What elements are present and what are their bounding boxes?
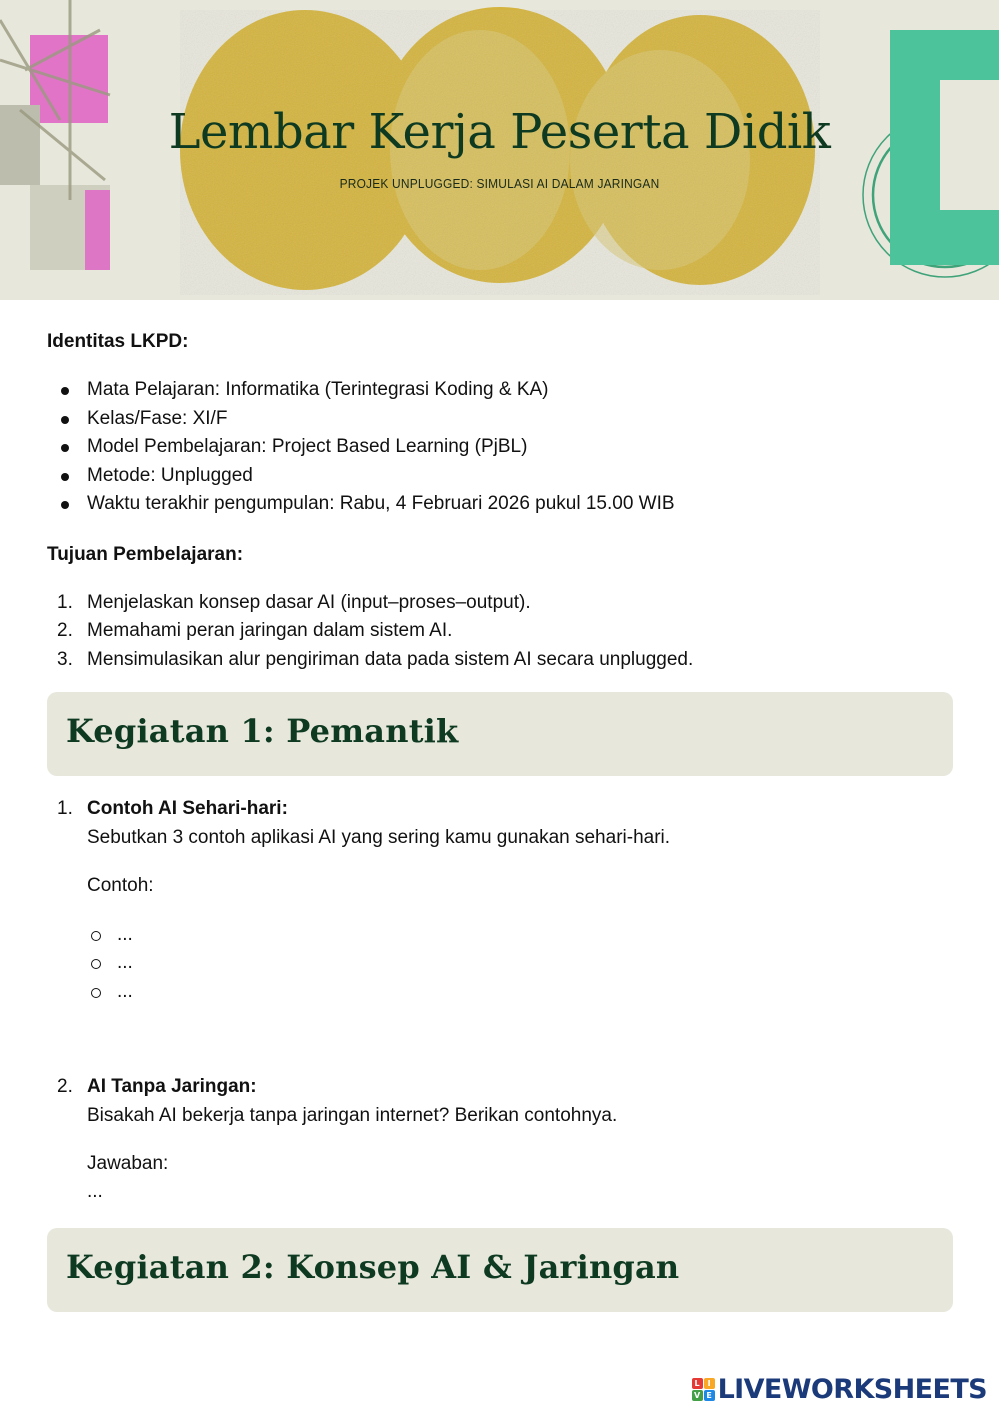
logo-letter-i: I — [704, 1378, 715, 1389]
list-item — [47, 646, 953, 675]
answer-blank[interactable]: ... — [117, 923, 133, 945]
identity-item: Model Pembelajaran: Project Based Learning (PjBL) — [87, 436, 528, 457]
circle-bullet-icon — [91, 988, 101, 998]
identity-item: Metode: Unplugged — [87, 464, 253, 486]
goal-item: Mensimulasikan alur pengiriman data pada sistem AI secara unplugged. — [87, 648, 694, 670]
goal-item: Memahami peran jaringan dalam sistem AI. — [87, 620, 453, 641]
list-item — [87, 921, 953, 950]
question-2 — [47, 1073, 953, 1179]
bullet-icon — [61, 387, 69, 395]
intro-content — [47, 330, 953, 674]
bullet-icon — [61, 416, 69, 424]
identity-item: Kelas/Fase: XI/F — [87, 407, 228, 429]
header-banner — [0, 0, 999, 300]
logo-mark — [692, 1378, 715, 1401]
section-title: Kegiatan 1: Pemantik — [66, 712, 459, 750]
list-item — [87, 978, 953, 1007]
identity-list — [47, 376, 953, 519]
question-title: AI Tanpa Jaringan: — [87, 1076, 257, 1097]
list-number: 3. — [57, 648, 73, 670]
question-text: Bisakah AI bekerja tanpa jaringan internet? Berikan contohnya. — [87, 1104, 618, 1126]
list-item — [87, 949, 953, 978]
question-body — [87, 1073, 953, 1179]
question-number: 1. — [57, 798, 73, 819]
circle-bullet-icon — [91, 931, 101, 941]
page-subtitle: PROJEK UNPLUGGED: SIMULASI AI DALAM JARINGAN — [339, 176, 660, 191]
question-title: Contoh AI Sehari-hari: — [87, 798, 288, 819]
bullet-icon — [61, 444, 69, 452]
bullet-icon — [61, 473, 69, 481]
list-item — [47, 589, 953, 618]
question-text: Sebutkan 3 contoh aplikasi AI yang sering kamu gunakan sehari-hari. — [87, 826, 671, 848]
question-1 — [47, 795, 953, 1006]
goals-list — [47, 589, 953, 675]
identity-item: Waktu terakhir pengumpulan: Rabu, 4 Februari 2026 pukul 15.00 WIB — [87, 493, 675, 514]
answer-blank[interactable]: ... — [117, 980, 133, 1002]
bullet-icon — [61, 501, 69, 509]
list-item — [47, 617, 953, 646]
answer-blank[interactable]: ... — [117, 952, 133, 973]
identity-heading: Identitas LKPD: — [47, 331, 189, 352]
section-title: Kegiatan 2: Konsep AI & Jaringan — [66, 1248, 680, 1286]
answer-blank[interactable]: ... — [87, 1181, 103, 1202]
logo-letter-e: E — [704, 1390, 715, 1401]
goals-heading: Tujuan Pembelajaran: — [47, 543, 244, 565]
logo-text: LIVEWORKSHEETS — [717, 1373, 987, 1405]
logo-letter-v: V — [692, 1390, 703, 1401]
answer-list — [87, 921, 953, 1007]
list-number: 2. — [57, 620, 73, 641]
question-body — [87, 795, 953, 1006]
answer-label: Contoh: — [87, 875, 154, 896]
liveworksheets-logo — [692, 1372, 987, 1406]
question-number: 2. — [57, 1076, 73, 1097]
section-kegiatan-1 — [47, 692, 953, 776]
list-number: 1. — [57, 591, 73, 613]
list-item — [47, 462, 953, 491]
list-item — [47, 490, 953, 519]
circle-bullet-icon — [91, 959, 101, 969]
list-item — [47, 376, 953, 405]
list-item — [47, 405, 953, 434]
identity-item: Mata Pelajaran: Informatika (Terintegrasi Koding & KA) — [87, 379, 549, 400]
logo-letter-l: L — [692, 1378, 703, 1389]
answer-label: Jawaban: — [87, 1153, 169, 1174]
section-kegiatan-2 — [47, 1228, 953, 1312]
goal-item: Menjelaskan konsep dasar AI (input–proses–output). — [87, 591, 531, 613]
page-title: Lembar Kerja Peserta Didik — [168, 104, 831, 160]
list-item — [47, 433, 953, 462]
